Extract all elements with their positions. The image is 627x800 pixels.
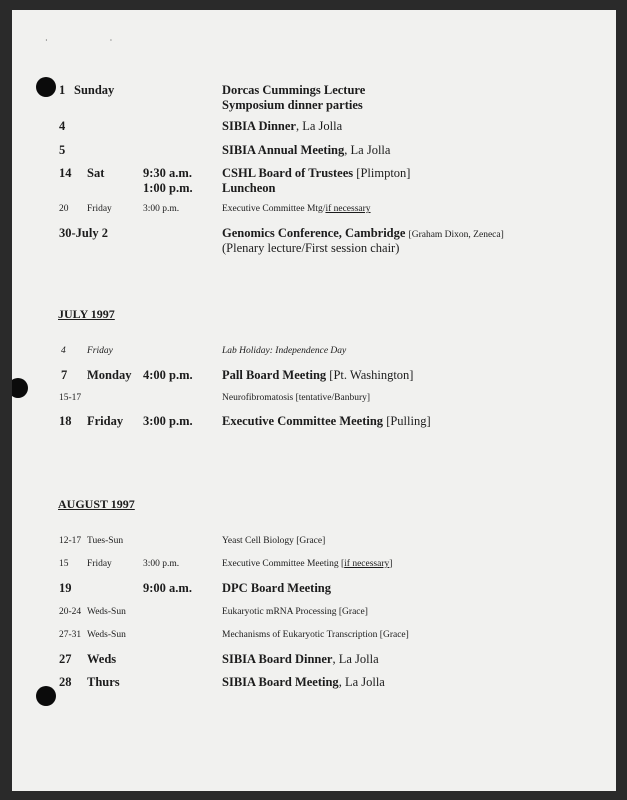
punch-hole [36, 77, 56, 97]
note-bracket: [ [340, 559, 345, 569]
event-note: if necessary [325, 204, 371, 214]
event-line-2: Symposium dinner parties [222, 98, 363, 112]
entry-event [222, 83, 365, 113]
entry-day: 27-31 [59, 630, 82, 640]
entry-day: 30-July 2 [59, 226, 108, 240]
event-location: , La Jolla [332, 652, 379, 666]
specks: · · [45, 36, 143, 45]
event-location: , La Jolla [295, 119, 343, 133]
entry-day: 28 [59, 675, 72, 689]
entry-day: 15 [59, 559, 69, 569]
event-note: [Plimpton] [356, 166, 411, 180]
event-line-2: (Plenary lecture/First session chair) [222, 241, 400, 255]
entry-event [222, 675, 385, 690]
entry-dow: Friday [87, 204, 112, 214]
event-title: SIBIA Dinner [222, 119, 296, 133]
event-title: SIBIA Board Dinner [222, 652, 333, 666]
punch-hole [36, 686, 56, 706]
entry-day: 20-24 [59, 607, 82, 617]
entry-event [222, 368, 413, 383]
entry-event [222, 143, 390, 158]
entry-day: 5 [59, 143, 66, 157]
entry-dow: Friday [87, 346, 113, 356]
event-title: SIBIA Annual Meeting [222, 143, 345, 157]
event-title: Executive Committee Mtg/ [222, 204, 326, 214]
entry-event [222, 630, 409, 640]
event-title: Yeast Cell Biology [222, 536, 294, 546]
punch-hole [12, 378, 28, 398]
entry-time [143, 166, 193, 196]
entry-event [222, 607, 368, 617]
entry-dow: Sat [87, 166, 105, 180]
entry-event [222, 226, 504, 256]
entry-event [222, 393, 370, 403]
event-note: [Grace] [379, 630, 409, 640]
entry-time: 3:00 p.m. [143, 559, 180, 569]
entry-event [222, 652, 379, 667]
event-title: Pall Board Meeting [222, 368, 327, 382]
entry-day: 4 [59, 119, 66, 133]
entry-day: 19 [59, 581, 72, 595]
entry-event [222, 414, 431, 429]
entry-day: 20 [59, 204, 69, 214]
event-line-1: Dorcas Cummings Lecture [222, 83, 366, 97]
month-heading: JULY 1997 [58, 307, 115, 321]
event-note: [Grace] [296, 536, 326, 546]
entry-day: 14 [59, 166, 72, 180]
time-line-2: 1:00 p.m. [143, 181, 193, 195]
entry-time: 3:00 p.m. [143, 204, 180, 214]
event-title: SIBIA Board Meeting [222, 675, 339, 689]
event-note: [Graham Dixon, Zeneca] [408, 230, 504, 240]
entry-time: 4:00 p.m. [143, 368, 193, 382]
entry-dow: Weds-Sun [87, 607, 126, 617]
entry-event [222, 166, 410, 196]
entry-day: 12-17 [59, 536, 82, 546]
entry-dow: Sunday [74, 83, 115, 97]
month-heading: AUGUST 1997 [58, 497, 135, 511]
event-location: , La Jolla [338, 675, 385, 689]
event-location: , La Jolla [344, 143, 391, 157]
event-title: CSHL Board of Trustees [222, 166, 354, 180]
time-line-1: 9:30 a.m. [143, 166, 192, 180]
event-title: Executive Committee Meeting [222, 414, 384, 428]
event-note: [tentative/Banbury] [295, 393, 371, 403]
event-note: [Pt. Washington] [329, 368, 414, 382]
entry-event: DPC Board Meeting [222, 581, 332, 595]
entry-event [222, 536, 325, 546]
entry-day: 4 [61, 346, 66, 356]
entry-day: 1 [59, 83, 66, 97]
note-bracket: ] [389, 559, 393, 569]
document-page [12, 10, 616, 791]
entry-time: 3:00 p.m. [143, 414, 193, 428]
entry-dow: Friday [87, 559, 112, 569]
entry-event [222, 559, 392, 569]
entry-dow: Friday [87, 414, 124, 428]
event-title: Mechanisms of Eukaryotic Transcription [222, 630, 378, 640]
event-line-2: Luncheon [222, 181, 276, 195]
entry-dow: Weds [87, 652, 117, 666]
entry-dow: Thurs [87, 675, 120, 689]
event-title: Executive Committee Meeting [222, 559, 339, 569]
event-note: [Grace] [338, 607, 368, 617]
entry-day: 18 [59, 414, 72, 428]
entry-dow: Tues-Sun [87, 536, 124, 546]
entry-dow: Monday [87, 368, 132, 382]
entry-event [222, 119, 342, 134]
event-note: [Pulling] [386, 414, 431, 428]
entry-day: 7 [61, 368, 68, 382]
entry-event: Lab Holiday: Independence Day [222, 346, 347, 356]
event-title: Neurofibromatosis [222, 393, 294, 403]
entry-event [222, 204, 371, 214]
event-note: if necessary [344, 559, 390, 569]
entry-time: 9:00 a.m. [143, 581, 192, 595]
entry-dow: Weds-Sun [87, 630, 126, 640]
entry-day: 15-17 [59, 393, 82, 403]
entry-day: 27 [59, 652, 72, 666]
event-title: Genomics Conference, Cambridge [222, 226, 406, 240]
event-title: Eukaryotic mRNA Processing [222, 607, 337, 617]
